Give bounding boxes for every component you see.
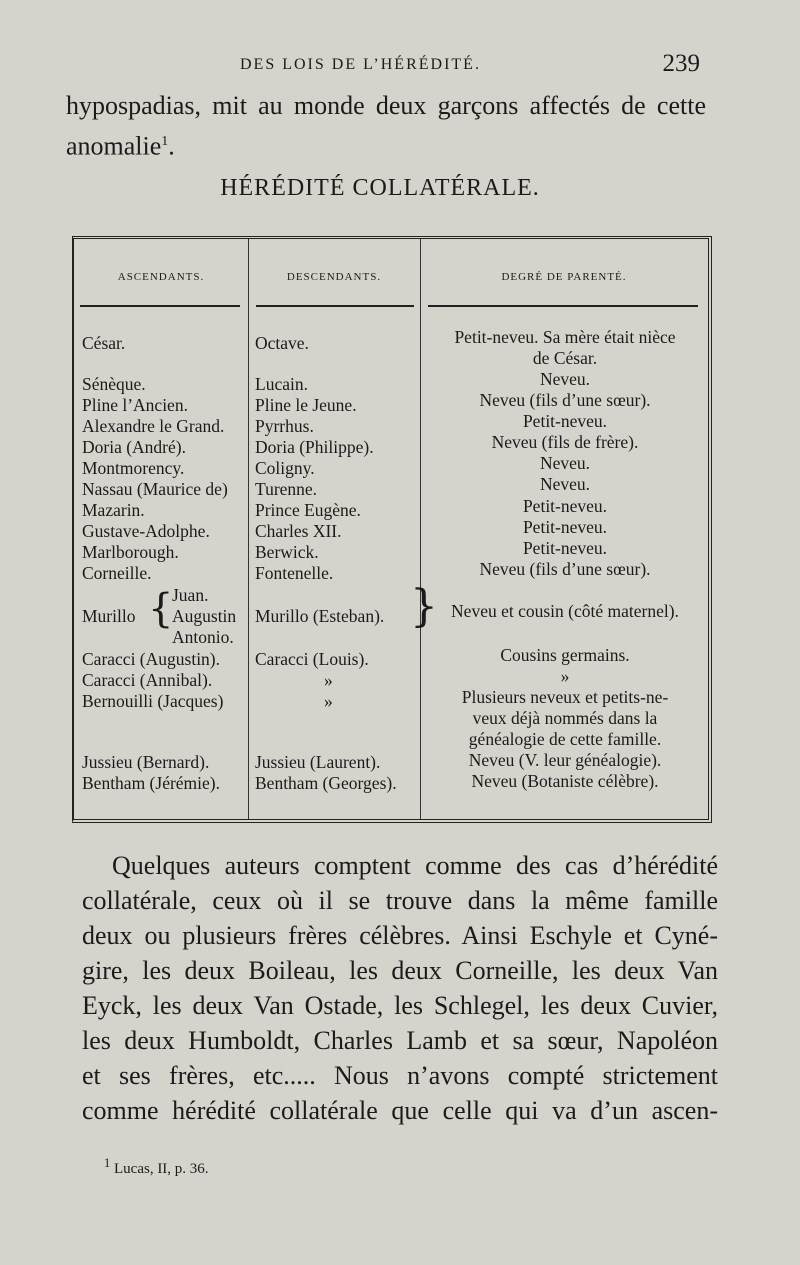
parente-cell: Petit-neveu. xyxy=(522,411,608,431)
descendant-cell: Coligny. xyxy=(255,458,315,478)
parente-cell: de César. xyxy=(532,348,598,368)
descendant-ditto: » xyxy=(324,691,333,711)
ascendant-cell: Caracci (Annibal). xyxy=(82,670,213,690)
parente-cell: Petit-neveu. xyxy=(522,517,608,537)
left-brace-icon: { xyxy=(148,586,174,632)
descendant-cell: Pline le Jeune. xyxy=(255,395,357,415)
footnote-reference: 1 xyxy=(161,134,169,149)
paragraph-line: et ses frères, etc..... Nous n’avons compté strictement xyxy=(82,1061,718,1090)
parente-ditto: » xyxy=(560,666,570,686)
murillo-sub-name: Juan. xyxy=(172,585,209,605)
header-ascendants: ASCENDANTS. xyxy=(117,271,205,283)
ascendant-cell: Jussieu (Bernard). xyxy=(82,752,210,772)
murillo-sub-name: Augustin xyxy=(172,606,237,626)
parente-cell: Neveu (fils d’une sœur). xyxy=(479,390,651,410)
header-rule xyxy=(428,305,698,307)
descendant-cell: Prince Eugène. xyxy=(255,500,361,520)
ascendant-cell: Caracci (Augustin). xyxy=(82,649,221,669)
parente-cell: veux déjà nommés dans la xyxy=(472,708,658,728)
paragraph-line: Eyck, les deux Van Ostade, les Schlegel, les deux Cuvier, xyxy=(82,991,718,1020)
right-brace-icon: } xyxy=(410,581,438,632)
running-title: DES LOIS DE L’HÉRÉDITÉ. xyxy=(240,56,481,73)
descendant-cell: Pyrrhus. xyxy=(255,416,314,436)
parente-cell: Petit-neveu. xyxy=(522,538,608,558)
ascendant-cell: Alexandre le Grand. xyxy=(82,416,225,436)
descendant-cell: Turenne. xyxy=(255,479,318,499)
paragraph-line: comme hérédité collatérale que celle qui va d’un ascen- xyxy=(82,1096,718,1125)
ascendant-cell: Montmorency. xyxy=(82,458,185,478)
header-descendants: DESCENDANTS. xyxy=(286,271,382,283)
running-head xyxy=(60,50,700,84)
descendant-cell: Doria (Philippe). xyxy=(255,437,374,457)
page-number: 239 xyxy=(662,50,700,77)
paragraph-line: les deux Humboldt, Charles Lamb et sa sœur, Napoléon xyxy=(82,1026,718,1055)
section-title: HÉRÉDITÉ COLLATÉRALE. xyxy=(220,175,540,201)
descendant-cell: Murillo (Esteban). xyxy=(255,606,385,626)
ascendant-cell: César. xyxy=(82,333,126,353)
parente-cell: Neveu (fils de frère). xyxy=(491,432,639,452)
descendant-cell: Berwick. xyxy=(255,542,319,562)
parente-cell: Petit-neveu. xyxy=(522,496,608,516)
header-rule xyxy=(80,305,240,307)
body-paragraph xyxy=(82,848,718,1128)
descendant-cell: Fontenelle. xyxy=(255,563,334,583)
ascendant-cell: Murillo xyxy=(82,606,136,626)
ascendant-cell: Mazarin. xyxy=(82,500,145,520)
parente-cell: Neveu et cousin (côté maternel). xyxy=(451,601,679,621)
ascendant-cell: Doria (André). xyxy=(82,437,186,457)
parente-cell: Neveu. xyxy=(539,453,591,473)
parente-cell: généalogie de cette famille. xyxy=(468,729,662,749)
ascendant-cell: Bentham (Jérémie). xyxy=(82,773,221,793)
descendant-cell: Caracci (Louis). xyxy=(255,649,369,669)
paragraph-line: Quelques auteurs comptent comme des cas d’hérédité xyxy=(112,851,718,880)
footnote xyxy=(104,1156,209,1178)
ascendant-cell: Bernouilli (Jacques) xyxy=(82,691,224,711)
column-divider xyxy=(420,239,421,819)
ascendant-cell: Nassau (Maurice de) xyxy=(82,479,228,499)
header-rule xyxy=(256,305,414,307)
paragraph-line: gire, les deux Boileau, les deux Corneille, les deux Van xyxy=(82,956,718,985)
intro-line-2 xyxy=(66,124,706,165)
descendant-cell: Bentham (Georges). xyxy=(255,773,397,793)
parente-cell: Plusieurs neveux et petits-ne- xyxy=(461,687,669,707)
paragraph-line: collatérale, ceux où il se trouve dans la même famille xyxy=(82,886,718,915)
murillo-sub-name: Antonio. xyxy=(172,627,234,647)
intro-line-2-end: . xyxy=(168,131,175,161)
descendant-cell: Octave. xyxy=(255,333,309,353)
ascendant-cell: Sénèque. xyxy=(82,374,146,394)
paragraph-line: deux ou plusieurs frères célèbres. Ainsi Eschyle et Cyné- xyxy=(82,921,718,950)
intro-text xyxy=(66,88,706,165)
heredity-table xyxy=(72,236,712,823)
parente-cell: Cousins germains. xyxy=(500,645,630,665)
intro-line-1: hypospadias, mit au monde deux garçons affectés de cette xyxy=(66,91,706,120)
header-parente: DEGRÉ DE PARENTÉ. xyxy=(501,271,627,283)
parente-cell: Neveu (V. leur généalogie). xyxy=(468,750,662,770)
ascendant-cell: Marlborough. xyxy=(82,542,179,562)
parente-cell: Neveu. xyxy=(539,369,591,389)
footnote-text: Lucas, II, p. 36. xyxy=(114,1161,209,1177)
descendant-cell: Charles XII. xyxy=(255,521,342,541)
intro-line-2-text: anomalie xyxy=(66,131,162,161)
parente-cell: Neveu. xyxy=(539,474,591,494)
parente-cell: Neveu (Botaniste célèbre). xyxy=(471,771,659,791)
ascendant-cell: Pline l’Ancien. xyxy=(82,395,188,415)
descendant-cell: Jussieu (Laurent). xyxy=(255,752,381,772)
descendant-ditto: » xyxy=(324,670,333,690)
column-divider xyxy=(248,239,249,819)
footnote-mark: 1 xyxy=(104,1156,111,1170)
descendant-cell: Lucain. xyxy=(255,374,308,394)
parente-cell: Neveu (fils d’une sœur). xyxy=(479,559,651,579)
ascendant-cell: Corneille. xyxy=(82,563,152,583)
parente-cell: Petit-neveu. Sa mère était nièce xyxy=(454,327,676,347)
ascendant-cell: Gustave-Adolphe. xyxy=(82,521,210,541)
